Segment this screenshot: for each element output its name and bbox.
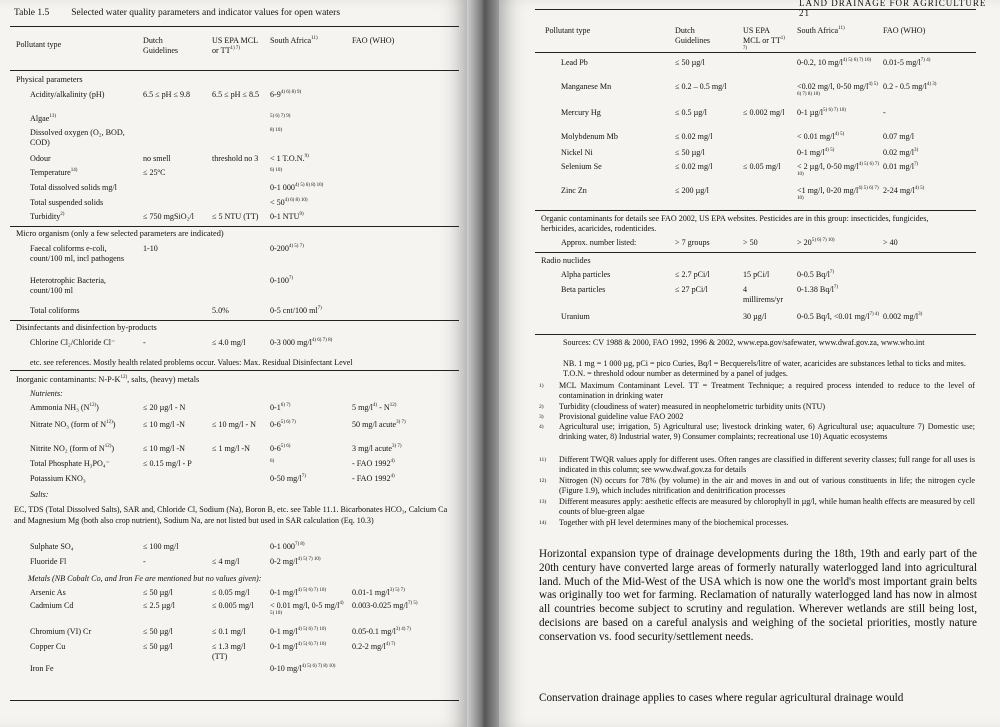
row-label: Copper Cu <box>30 642 66 651</box>
table-row <box>0 306 467 318</box>
footnote-number: 11) <box>539 457 547 463</box>
book-gutter <box>467 0 499 727</box>
sa-value: 8) 10) <box>270 128 283 133</box>
row-label: Total Phosphate H₃PO₄⁻ <box>30 459 110 468</box>
row-label: Chromium (VI) Cr <box>30 627 92 636</box>
sa-value: 0-1 $mg/l^{4) 5) 6) 7) 10)}$ <box>270 642 326 651</box>
dutch-value: ≤ 10 mg/l -N <box>143 444 185 453</box>
epa-value: ≤ 0.1 mg/l <box>212 627 246 636</box>
epa-value: ≤ 4.0 mg/l <box>212 338 246 347</box>
header-epa: US EPA MCL or $TT^{1) 7)}$ <box>743 26 785 51</box>
sa-value: 0-0.5 $Bq/l^{7)}$ <box>797 270 834 279</box>
row-label: Heterotrophic Bacteria, count/100 ml <box>30 276 106 295</box>
row-label: Manganese Mn <box>561 82 612 91</box>
header-pollutant: Pollutant type <box>16 40 62 49</box>
dutch-value: 1-10 <box>143 244 158 253</box>
section-inorganic: Inorganic contaminants: $N-P-K^{12)}$, salts, (heavy) metals <box>16 375 200 384</box>
table-row <box>0 183 467 195</box>
header-dutch: Dutch Guidelines <box>143 36 179 55</box>
table-row <box>0 664 467 676</box>
table-row <box>0 154 467 166</box>
footnote-number: 3) <box>539 414 544 420</box>
dutch-value: ≤ 0.02 mg/l <box>675 162 713 171</box>
header-pollutant: Pollutant type <box>545 26 591 35</box>
row-label: Sulphate SO₄ <box>30 542 74 551</box>
epa-value: ≤ 0.005 mg/l <box>212 601 254 610</box>
row-label: Faecal coliforms e-coli, count/100 ml, incl pathogens <box>30 244 124 263</box>
footnote-text: Different measures apply: aesthetic effects are measured by chlorophyll in µg/l, while human health effects are measured by cell counts of blue-green algae <box>559 497 975 516</box>
row-label: Approx. number listed: <box>561 238 637 247</box>
footnote <box>539 497 975 517</box>
rule <box>10 700 459 701</box>
salts-label: Salts: <box>30 490 49 499</box>
table-row <box>0 459 467 471</box>
footnote-text: Nitrogen (N) occurs for 78% (by volume) in the air and moves in and out of various constituents in life; the nitrogen cycle (Figure 1.9), which includes nitrification and denitrification processes <box>559 476 975 495</box>
fao-value: 0.05-0.1 $mg/l^{3) 4) 7)}$ <box>352 627 411 636</box>
dutch-value: ≤ 50 µg/l <box>143 627 173 636</box>
fao-value: 0.2-2 $mg/l^{4) 7)}$ <box>352 642 396 651</box>
table-row <box>0 420 467 432</box>
footnote-number: 12) <box>539 478 547 484</box>
sa-value: 6) <box>270 459 275 464</box>
row-label: Odour <box>30 154 51 163</box>
header-dutch: Dutch Guidelines <box>675 26 711 45</box>
footnote <box>539 402 975 412</box>
rule <box>535 210 976 211</box>
rule <box>535 9 976 10</box>
footnote <box>539 455 975 475</box>
sa-value: < 1 T.O.N.$^{9)}$ <box>270 154 309 163</box>
right-page <box>499 0 1000 727</box>
epa-value: ≤ 4 mg/l <box>212 557 240 566</box>
table-row <box>499 148 1000 160</box>
table-row <box>0 557 467 569</box>
fao-value: 2-24 $mg/l^{4) 5)}$ <box>883 186 925 195</box>
dutch-value: ≤ 20 µg/l - N <box>143 403 186 412</box>
sa-value: < 0.01 mg/l, 0-5 $mg/l^{4) 5) 10)}$ <box>270 601 344 616</box>
header-fao: FAO (WHO) <box>883 26 926 35</box>
row-label: Mercury Hg <box>561 108 601 117</box>
row-label: Iron Fe <box>30 664 54 673</box>
rule <box>10 320 459 321</box>
footnote-text: Together with pH level determines many of the biochemical processes. <box>559 518 789 527</box>
row-label: Ammonia NH₃ $(N^{12)})$ <box>30 403 99 412</box>
sa-value: <0.02 mg/l, 0-50 $mg/l^{4) 5) 6) 7) 8) 10)}$ <box>797 82 878 97</box>
table-row <box>0 276 467 295</box>
sa-value: $6-9^{4) 6) 8) 9)}$ <box>270 90 302 99</box>
section-physical: Physical parameters <box>16 75 83 84</box>
header-epa: US EPA MCL or $TT^{1) 7)}$ <box>212 36 258 55</box>
footnote-text: Turbidity (cloudiness of water) measured in neophelometric turbidity units (NTU) <box>559 402 826 411</box>
footnote-number: 4) <box>539 424 544 430</box>
epa-value: ≤ 10 mg/l - N <box>212 420 257 429</box>
row-label: Cadmium Cd <box>30 601 74 610</box>
footnote <box>539 476 975 496</box>
row-label: Potassium KNO₃ <box>30 474 86 483</box>
footnote-text: Provisional guideline value FAO 2002 <box>559 412 684 421</box>
rule <box>10 370 459 371</box>
sa-value: $0-200^{4) 5) 7)}$ <box>270 244 304 253</box>
header-sa: South Africa$^{11)}$ <box>797 26 845 35</box>
dutch-value: 6.5 ≤ pH ≤ 9.8 <box>143 90 191 99</box>
table-row <box>499 312 1000 324</box>
epa-value: ≤ 1.3 mg/l (TT) <box>212 642 246 661</box>
rule <box>535 52 976 53</box>
row-label: Total coliforms <box>30 306 80 315</box>
row-label: Nitrite NO₂ (form of $N^{12)}$) <box>30 444 115 453</box>
fao-value: 0.01-5 $mg/l^{7) 4)}$ <box>883 58 931 67</box>
table-row <box>0 128 467 147</box>
rule <box>535 334 976 335</box>
epa-value: ≤ 0.05 mg/l <box>743 162 781 171</box>
fao-value: 50 mg/l acute$^{3) 7)}$ <box>352 420 406 429</box>
dutch-value: ≤ 200 µg/l <box>675 186 709 195</box>
fao-value: 0.2 - 0.5 $mg/l^{4) 3)}$ <box>883 82 937 91</box>
epa-value: ≤ 0.05 mg/l <box>212 588 250 597</box>
body-paragraph: Horizontal expansion type of drainage developments during the 18th, 19th and early part of the 20th century have converted large areas of formerly naturally waterlogged land into agricultural land. Much of the Mid-West of the USA which is now one the world's most important grain belts was originally too wet for farming. Reclamation of naturally waterlogged land has now in almost all countries become subject to scrutiny and regulation. Wherever wetlands are still being lost, decisions are based on a careful analysis and weighing of the societal priorities, mostly nature conservation vs. food security/settlement needs. <box>539 548 977 643</box>
table-row <box>499 270 1000 282</box>
row-label: Algae$^{13)}$ <box>30 114 56 123</box>
table-row <box>499 132 1000 144</box>
dutch-value: ≤ 0.15 mg/l - P <box>143 459 192 468</box>
rule <box>10 70 459 71</box>
table-row <box>0 168 467 180</box>
sa-value: 5) 6) 7) 9) <box>270 114 291 119</box>
footnote-text: Agricultural use; irrigation, 5) Agricultural use; livestock drinking water, 6) Agricultural use; aquaculture 7) Domestic use; drinking water, 8) Industrial water, 9) Consumer complaints; recreational use 10) Aquatic ecosystems <box>559 422 975 441</box>
footnote <box>539 518 975 528</box>
sa-value: < 0.01 $mg/l^{4) 5)}$ <box>797 132 845 141</box>
epa-value: 6.5 ≤ pH ≤ 8.5 <box>212 90 260 99</box>
dutch-value: ≤ 2.7 pCi/l <box>675 270 710 279</box>
epa-value: threshold no 3 <box>212 154 259 163</box>
fao-value: 0.003-0.025 $mg/l^{7) 5)}$ <box>352 601 418 610</box>
fao-value: 0.01-1 $mg/l^{3) 5) 7)}$ <box>352 588 405 597</box>
row-label: Molybdenum Mb <box>561 132 618 141</box>
epa-value: 15 pCi/l <box>743 270 770 279</box>
sa-value: 0-1 $\mu g/l^{5) 6) 7) 10)}$ <box>797 108 846 117</box>
row-label: Arsenic As <box>30 588 66 597</box>
left-page <box>0 0 468 727</box>
sa-value: 0-100$^{7)}$ <box>270 276 294 285</box>
dutch-value: ≤ 50 µg/l <box>675 148 705 157</box>
dutch-value: ≤ 50 µg/l <box>143 642 173 651</box>
table-row <box>499 238 1000 250</box>
running-header: LAND DRAINAGE FOR AGRICULTURE 21 <box>799 0 987 18</box>
dutch-value: ≤ 2.5 µg/l <box>143 601 175 610</box>
sa-value: 0-3 000 $mg/l^{4) 6) 7) 8)}$ <box>270 338 333 347</box>
footnote-text: Different TWQR values apply for different uses. Often ranges are classified in different severity classes; full range for all uses is indicated in this column; see www.dwaf.gov.za for details <box>559 455 975 474</box>
sa-value: <1 mg/l, 0-20 $mg/l^{4) 5) 6) 7) 10)}$ <box>797 186 879 201</box>
nutrients-label: Nutrients: <box>30 389 63 398</box>
body-paragraph-2: Conservation drainage applies to cases where regular agricultural drainage would <box>539 692 904 704</box>
table-row <box>0 444 467 456</box>
table-row <box>499 108 1000 120</box>
epa-value: ≤ 5 NTU (TT) <box>212 212 259 221</box>
fao-value: > 40 <box>883 238 898 247</box>
row-label: Total dissolved solids mg/l <box>30 183 117 192</box>
rule <box>535 252 976 253</box>
footnote-number: 14) <box>539 520 547 526</box>
sa-value: 0-50 $mg/l^{7)}$ <box>270 474 306 483</box>
sa-value: 0-1 $mg/l^{4) 5)}$ <box>797 148 835 157</box>
sa-value: 0-1 $mg/l^{4) 5) 6) 7) 10)}$ <box>270 627 326 636</box>
table-row <box>499 285 1000 304</box>
dutch-value: no smell <box>143 154 171 163</box>
dutch-value: ≤ 0.02 mg/l <box>675 132 713 141</box>
dutch-value: > 7 groups <box>675 238 710 247</box>
table-row <box>0 338 467 350</box>
table-row <box>0 244 467 263</box>
sources-note: Sources: CV 1988 & 2000, FAO 1992, 1996 & 2002, www.epa.gov/safewater, www.dwaf.gov.za, www.who.int <box>563 338 925 347</box>
sa-value: $0-6^{5) 6) 7)}$ <box>270 420 296 429</box>
fao-value: 0.07 mg/l <box>883 132 915 141</box>
footnote-number: 13) <box>539 499 547 505</box>
dutch-value: ≤ 25ºC <box>143 168 166 177</box>
sa-value: 0-1 $mg/l^{4) 5) 6) 7) 10)}$ <box>270 588 326 597</box>
row-label: Selenium Se <box>561 162 602 171</box>
dutch-value: ≤ 50 µg/l <box>675 58 705 67</box>
sa-value: $0-1^{6) 7)}$ <box>270 403 291 412</box>
table-row <box>0 542 467 554</box>
footnote-text: MCL Maximum Contaminant Level. TT = Treatment Technique; a required process intended to reduce to the level of contamination in drinking water <box>559 381 975 400</box>
header-sa: South Africa$^{11)}$ <box>270 36 318 45</box>
sa-value: 0-5 cnt/100 $ml^{7)}$ <box>270 306 322 315</box>
table-row <box>0 627 467 639</box>
sa-value: 0-2 $mg/l^{4) 5) 7) 10)}$ <box>270 557 321 566</box>
table-row <box>0 90 467 102</box>
table-row <box>0 198 467 210</box>
dutch-value: ≤ 100 mg/l <box>143 542 179 551</box>
row-label: Fluoride Fl <box>30 557 67 566</box>
row-label: Zinc Zn <box>561 186 587 195</box>
fao-value: - FAO 1992$^{4)}$ <box>352 459 395 468</box>
rule <box>10 26 459 27</box>
footnote <box>539 381 975 401</box>
row-label: Alpha particles <box>561 270 611 279</box>
section-micro: Micro organism (only a few selected parameters are indicated) <box>16 229 224 238</box>
epa-value: > 50 <box>743 238 758 247</box>
dutch-value: - <box>143 338 146 347</box>
sa-value: < 2 µg/l, 0-50 $mg/l^{4) 5) 6) 7) 10)}$ <box>797 162 880 177</box>
epa-value: ≤ 1 mg/l -N <box>212 444 250 453</box>
metals-label: Metals (NB Cobalt Co, and Iron Fe are mentioned but no values given): <box>28 574 262 583</box>
sa-value: 0-0.5 Bq/l, <0.01 $mg/l^{7) 4)}$ <box>797 312 880 321</box>
sa-value: 0-1.38 $Bq/l^{7)}$ <box>797 285 839 294</box>
row-label: Temperature$^{14)}$ <box>30 168 78 177</box>
fao-value: 5 $mg/l^{4)} - N^{12)}$ <box>352 403 397 412</box>
footnote <box>539 422 975 454</box>
dutch-value: ≤ 50 µg/l <box>143 588 173 597</box>
sa-value: 0-0.2, 10 $mg/l^{4) 5) 6) 7) 10)}$ <box>797 58 872 67</box>
sa-value: > $20^{5) 6) 7) 10)}$ <box>797 238 835 247</box>
nb-note: NB. 1 mg = 1 000 µg, pCi = pico Curies, Bq/l = Becquerels/litre of water, acaricides are substances lethal to ticks and mites. T.O.N. = threshold odour number as determined by a panel of judges. <box>563 359 966 378</box>
section-disinfectants: Disinfectants and disinfection by-products <box>16 323 157 332</box>
rule <box>10 226 459 227</box>
header-fao: FAO (WHO) <box>352 36 395 45</box>
fao-value: 0.02 $mg/l^{3)}$ <box>883 148 919 157</box>
table-row <box>0 601 467 616</box>
row-label: Chlorine Cl₂/Chloride Cl⁻ <box>30 338 116 347</box>
fao-value: 3 mg/l acute$^{3) 7)}$ <box>352 444 402 453</box>
organic-note: Organic contaminants for details see FAO 2002, US EPA websites. Pesticides are in this group: insecticides, fungicides, herbicides, acaricides, rodenticides. <box>541 214 929 233</box>
fao-value: 0.002 $mg/l^{3)}$ <box>883 312 923 321</box>
sa-value: < $50^{4) 6) 8) 10)}$ <box>270 198 308 207</box>
epa-value: 30 µg/l <box>743 312 767 321</box>
dutch-value: ≤ 750 mgSiO₂/l <box>143 212 194 221</box>
sa-value: 0-1 $000^{4) 5) 6) 8) 10)}$ <box>270 183 324 192</box>
table-row <box>0 642 467 661</box>
fao-value: 0.01 $mg/l^{7)}$ <box>883 162 919 171</box>
epa-value: 5.0% <box>212 306 229 315</box>
footnote <box>539 412 975 422</box>
row-label: Total suspended solids <box>30 198 104 207</box>
table-title: Table 1.5 Selected water quality parameters and indicator values for open waters <box>14 8 341 18</box>
sa-value: 6) 10) <box>270 168 283 173</box>
salts-note: EC, TDS (Total Dissolved Salts), SAR and, Chloride Cl, Sodium (Na), Boron B, etc. see Table 11.1. Bicarbonates HCO₃, Calcium Ca and Magnesium Mg (both also crop nutrient), Sodium Na, are not listed but used in SAR calculation (Eq. 10.3) <box>14 505 448 525</box>
dutch-value: ≤ 0.2 – 0.5 mg/l <box>675 82 727 91</box>
table-row <box>0 114 467 126</box>
dutch-value: - <box>143 557 146 566</box>
sa-value: 0-10 $mg/l^{4) 5) 6) 7) 8) 10)}$ <box>270 664 336 673</box>
sa-value: 0-1 NTU$^{9)}$ <box>270 212 304 221</box>
sa-value: $0-6^{5) 6)}$ <box>270 444 291 453</box>
epa-value: 4 millirems/yr <box>743 285 784 304</box>
table-row <box>0 474 467 486</box>
footnote-number: 1) <box>539 383 544 389</box>
table-row <box>499 58 1000 70</box>
epa-value: ≤ 0.002 mg/l <box>743 108 785 117</box>
fao-value: - FAO 1992$^{4)}$ <box>352 474 395 483</box>
table-row <box>499 162 1000 177</box>
row-label: Acidity/alkalinity (pH) <box>30 90 105 99</box>
row-label: Turbidity$^{2)}$ <box>30 212 65 221</box>
row-label: Nitrate NO₃ (form of $N^{12)}$) <box>30 420 116 429</box>
table-row <box>0 212 467 224</box>
row-label: Uranium <box>561 312 590 321</box>
table-row <box>499 186 1000 201</box>
row-label: Beta particles <box>561 285 606 294</box>
dutch-value: ≤ 10 mg/l -N <box>143 420 185 429</box>
fao-value: - <box>883 108 886 117</box>
row-label: Lead Pb <box>561 58 588 67</box>
section-radio: Radio nuclides <box>541 256 591 265</box>
disinfectant-note: etc. see references. Mostly health related problems occur. Values: Max. Residual Disinfectant Level <box>30 358 353 367</box>
table-row <box>499 82 1000 97</box>
table-row <box>0 403 467 415</box>
table-row <box>0 588 467 600</box>
footnote-number: 2) <box>539 404 544 410</box>
row-label: Nickel Ni <box>561 148 593 157</box>
row-label: Dissolved oxygen (O₂, BOD, COD) <box>30 128 125 147</box>
dutch-value: ≤ 27 pCi/l <box>675 285 708 294</box>
sa-value: 0-1 $000^{7) 8)}$ <box>270 542 305 551</box>
dutch-value: ≤ 0.5 µg/l <box>675 108 707 117</box>
